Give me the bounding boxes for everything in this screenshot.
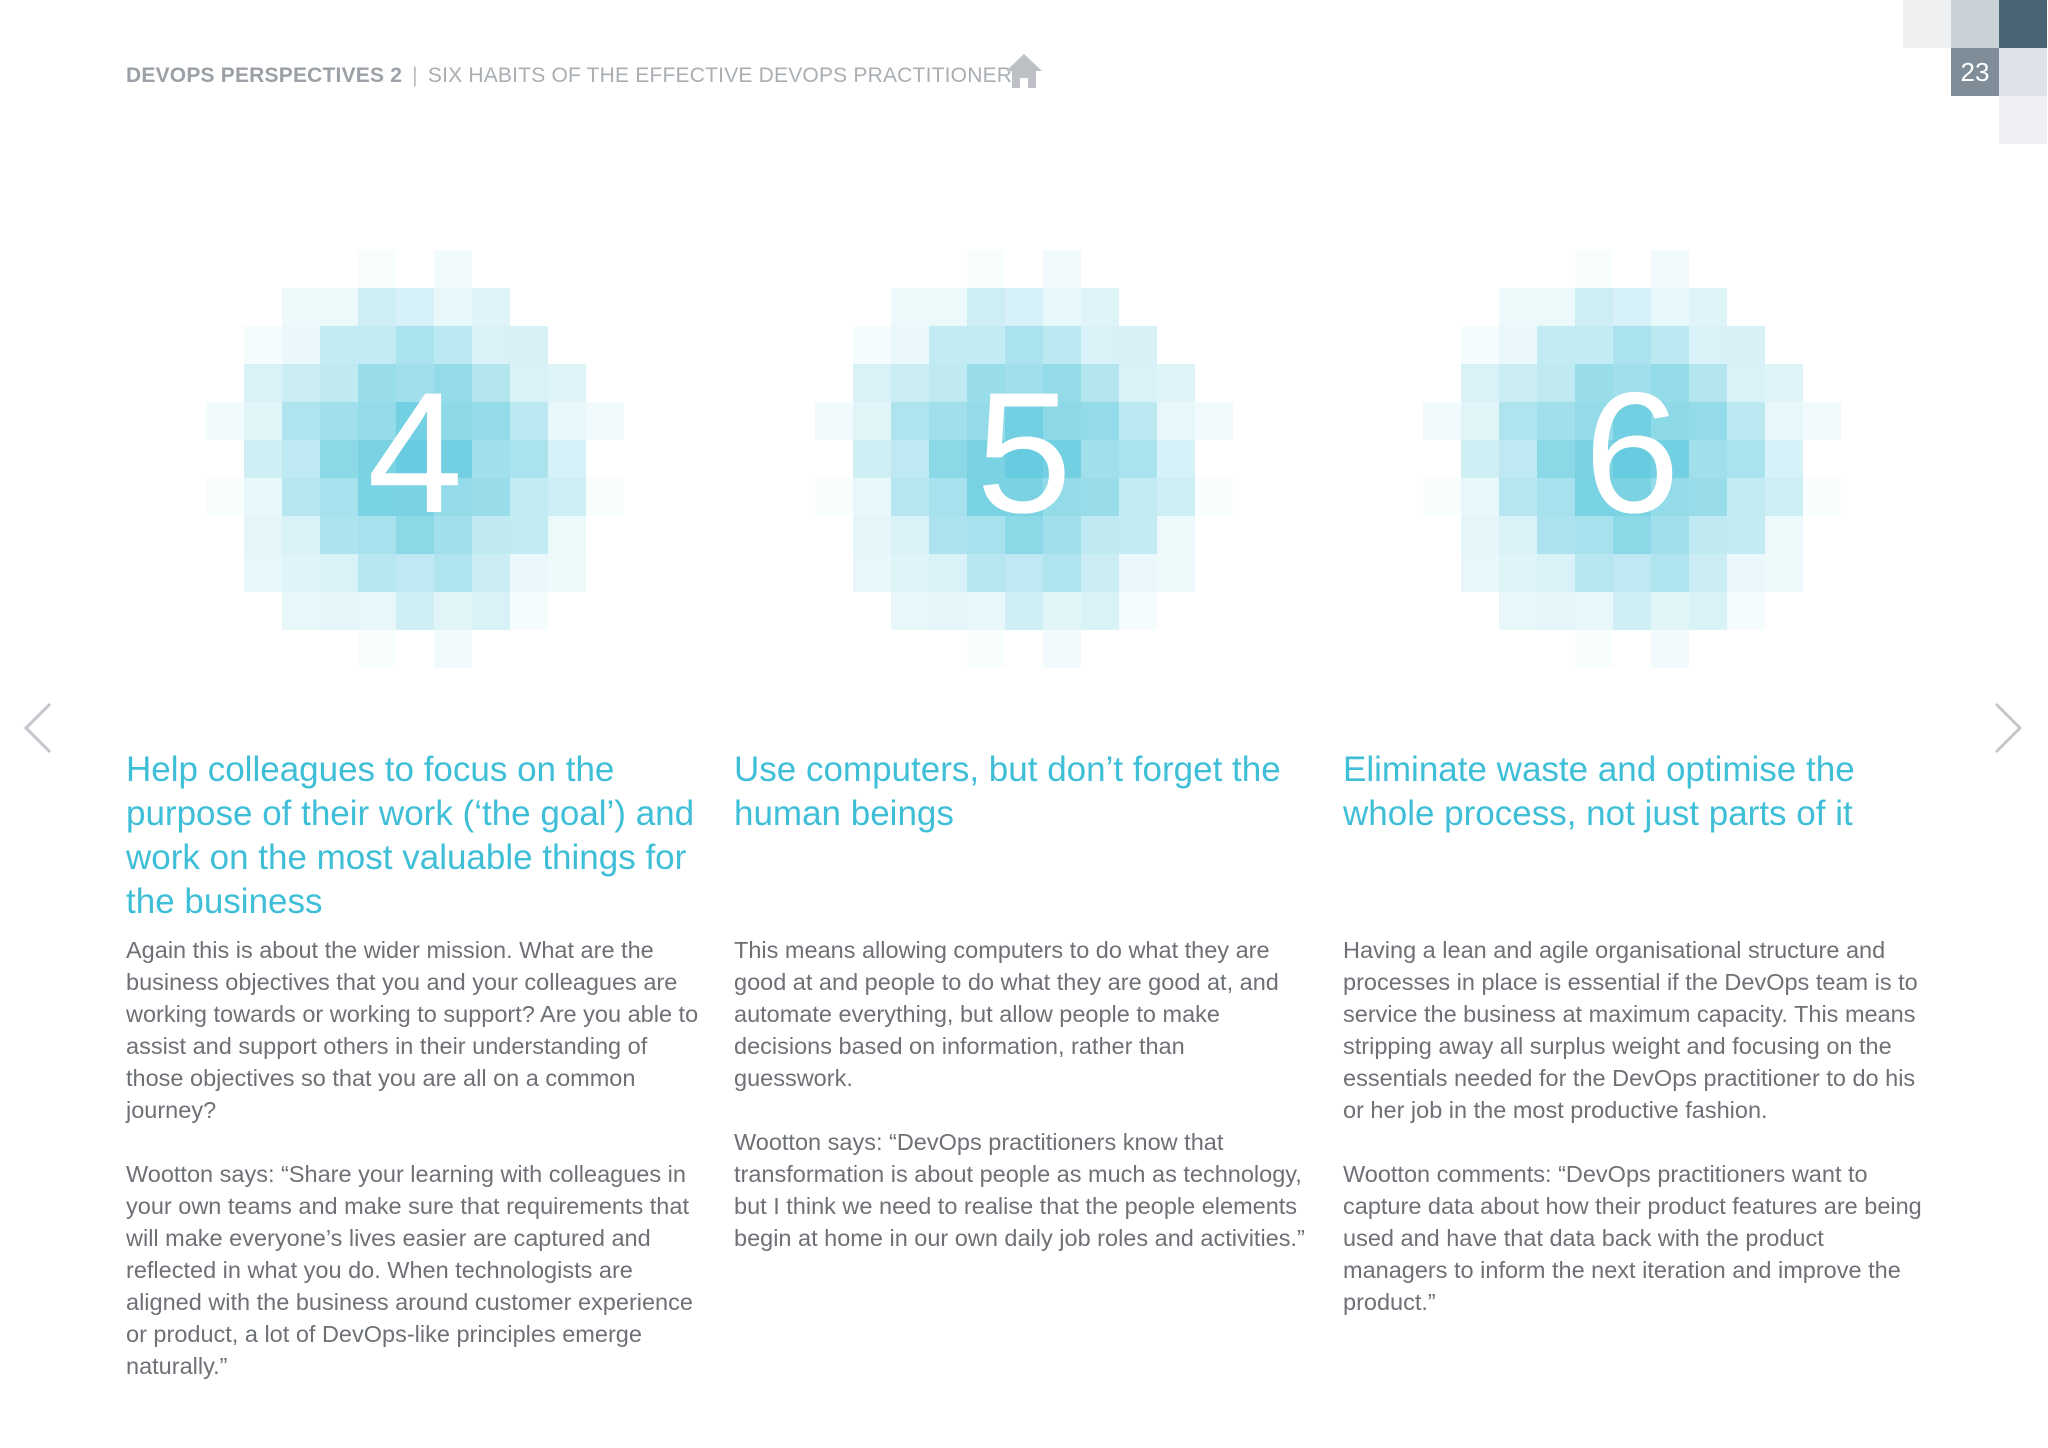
running-header xyxy=(126,64,1012,88)
publication-title: DEVOPS PERSPECTIVES 2 xyxy=(126,64,403,87)
habit-number-badge xyxy=(1423,250,1841,668)
habit-paragraph: Again this is about the wider mission. What are the business objectives that you and your colleagues are working towards or working to support? Are you able to assist and support others in their understanding of those objectives so that you are all on a common journey? xyxy=(126,937,699,1123)
habit-quote: Wootton says: “DevOps practitioners know that transformation is about people as much as technology, but I think we need to realise that the people elements begin at home in our own daily job roles and activities.” xyxy=(734,1129,1305,1251)
habit-number: 6 xyxy=(1584,357,1680,549)
chevron-left-icon[interactable] xyxy=(20,700,56,756)
habit-number: 5 xyxy=(976,357,1072,549)
habit-paragraph: Having a lean and agile organisational structure and processes in place is essential if the DevOps team is to service the business at maximum capacity. This means stripping away all surplus weight and focusing on the essentials needed for the DevOps practitioner to do his or her job in the most productive fashion. xyxy=(1343,937,1918,1123)
habit-title: Eliminate waste and optimise the whole process, not just parts of it xyxy=(1343,750,1855,833)
habit-title: Use computers, but don’t forget the human beings xyxy=(734,750,1281,833)
habit-number-badge xyxy=(206,250,624,668)
habit-title: Help colleagues to focus on the purpose of their work (‘the goal’) and work on the most valuable things for the business xyxy=(126,750,695,921)
corner-decoration-square xyxy=(1903,0,1951,48)
habit-column xyxy=(126,748,706,1414)
habit-column xyxy=(1343,748,1923,1350)
page-number: 23 xyxy=(1951,48,1999,96)
corner-decoration-square xyxy=(1999,0,2047,48)
section-title: SIX HABITS OF THE EFFECTIVE DEVOPS PRACTITIONER xyxy=(427,64,1013,87)
habit-quote: Wootton says: “Share your learning with colleagues in your own teams and make sure that requirements that will make everyone’s lives easier are captured and reflected in what you do. When technologists are aligned with the business around customer experience or product, a lot of DevOps-like principles emerge naturally.” xyxy=(126,1161,693,1379)
habit-number-badge xyxy=(815,250,1233,668)
corner-decoration-square xyxy=(1999,96,2047,144)
header-separator: | xyxy=(412,64,418,87)
corner-decoration-square xyxy=(1999,48,2047,96)
chevron-right-icon[interactable] xyxy=(1990,700,2026,756)
corner-decoration-square xyxy=(1951,0,1999,48)
habit-column xyxy=(734,748,1308,1286)
habit-number: 4 xyxy=(367,357,463,549)
habit-paragraph: This means allowing computers to do what they are good at and people to do what they are good at, and automate everything, but allow people to make decisions based on information, rather than guesswork. xyxy=(734,937,1279,1091)
home-icon[interactable] xyxy=(1004,52,1044,90)
habit-quote: Wootton comments: “DevOps practitioners want to capture data about how their product features are being used and have that data back with the product managers to inform the next iteration and improve the product.” xyxy=(1343,1161,1922,1315)
